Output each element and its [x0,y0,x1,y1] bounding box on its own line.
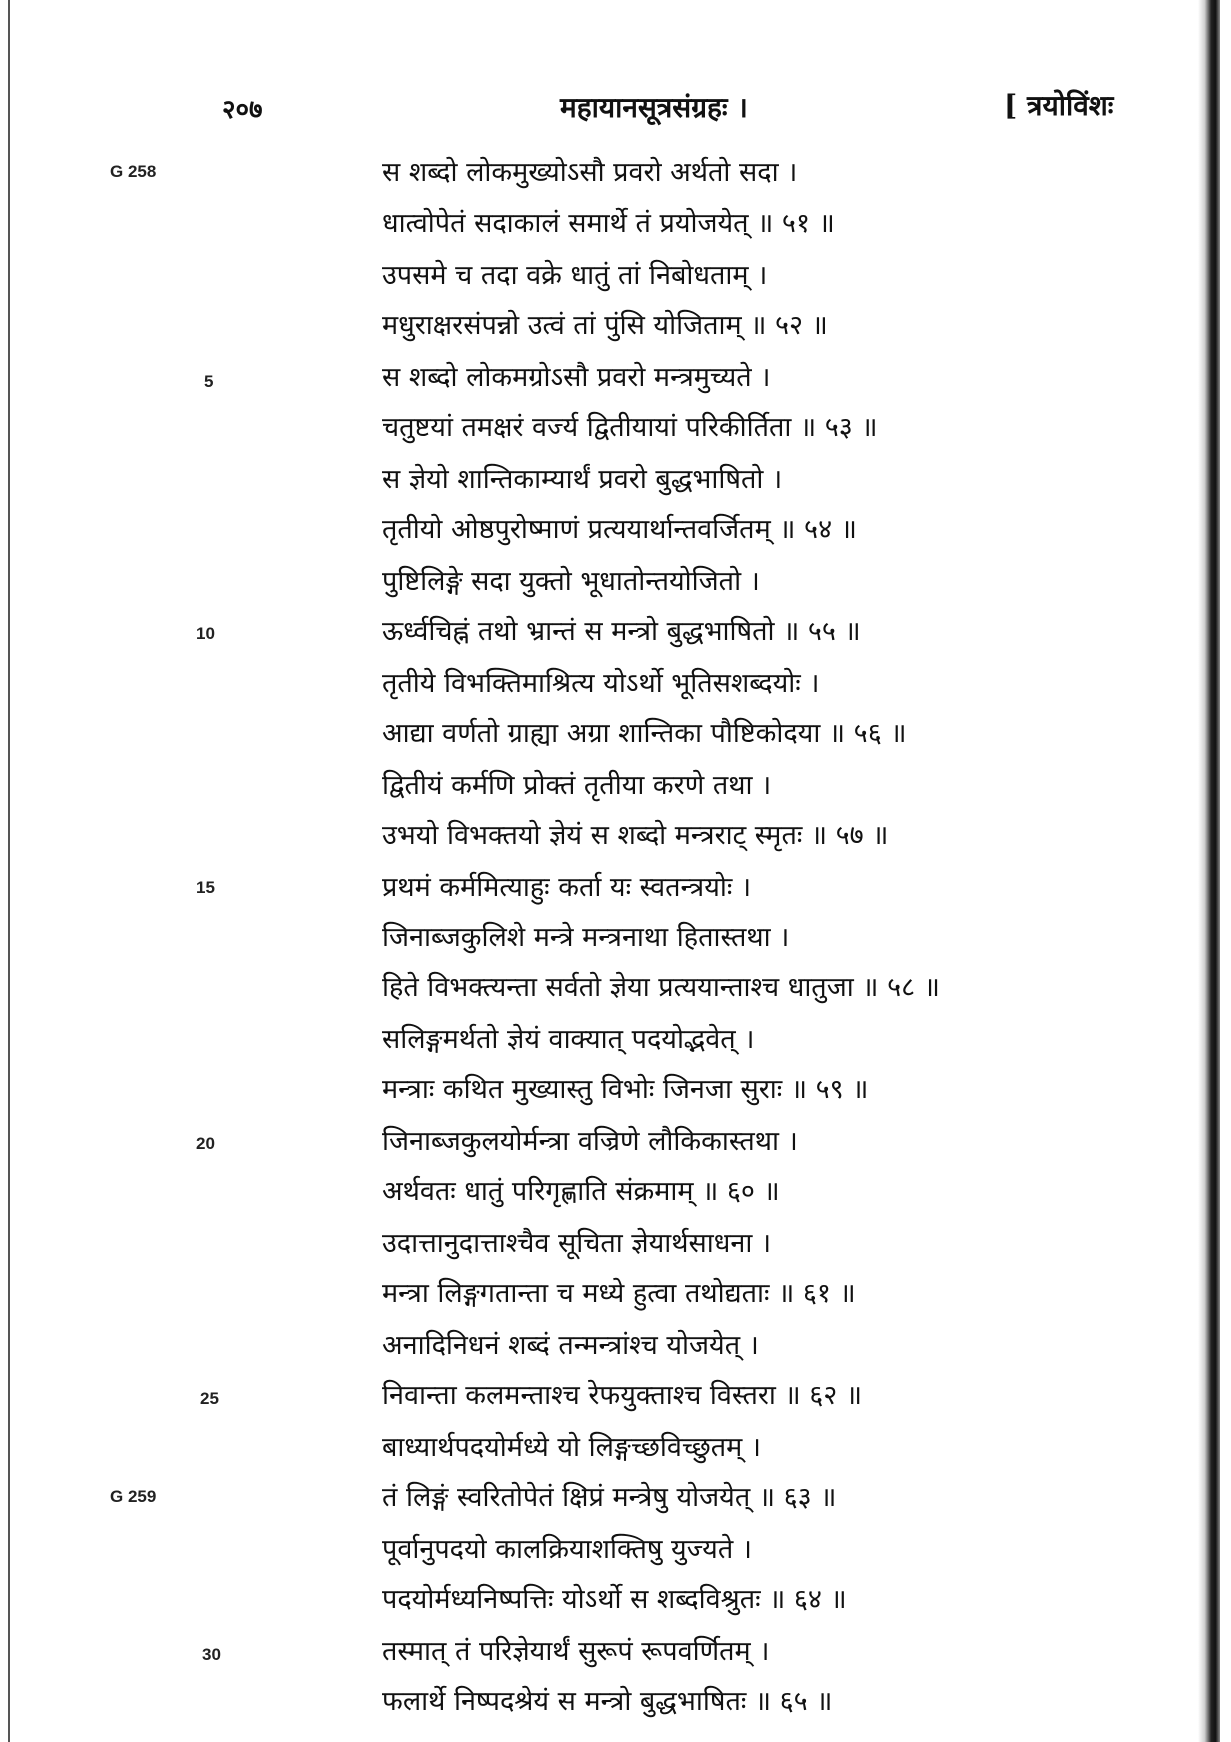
verse-line: तस्मात् तं परिज्ञेयार्थं सुरूपं रूपवर्णितम् । [382,1636,770,1667]
verse-line: तृतीये विभक्तिमाश्रित्य योऽर्थो भूतिसशब्दयोः । [382,668,820,699]
verse-line: सलिङ्गमर्थतो ज्ञेयं वाक्यात् पदयोद्भवेत् । [382,1024,755,1055]
verse-line: तृतीयो ओष्ठपुरोष्माणं प्रत्ययार्थान्तवर्जितम् ॥ ५४ ॥ [382,514,857,545]
verse-line: ऊर्ध्वचिह्नं तथो भ्रान्तं स मन्त्रो बुद्धभाषितो ॥ ५५ ॥ [382,616,861,647]
verse-line: उदात्तानुदात्ताश्चैव सूचिता ज्ञेयार्थसाधना । [382,1228,772,1259]
margin-line-number: 5 [204,372,214,391]
page-header [0,84,1190,128]
page-number: २०७ [222,95,263,125]
margin-line-number: 30 [202,1645,221,1664]
margin-line-number: 25 [200,1389,219,1408]
margin-line-number: 15 [196,878,215,897]
verse-line: आद्या वर्णतो ग्राह्या अग्रा शान्तिका पौष्टिकोदया ॥ ५६ ॥ [382,718,907,749]
verse-line: अर्थवतः धातुं परिगृह्णाति संक्रमाम् ॥ ६० ॥ [382,1176,780,1207]
book-binding-shadow [1198,0,1220,1742]
verse-line: पूर्वानुपदयो कालक्रियाशक्तिषु युज्यते । [382,1534,753,1565]
verse-line: जिनाब्जकुलयोर्मन्त्रा वज्रिणे लौकिकास्तथा । [382,1126,798,1157]
verse-line: स शब्दो लोकमग्रोऽसौ प्रवरो मन्त्रमुच्यते । [382,362,771,393]
verse-line: चतुष्टयां तमक्षरं वर्ज्य द्वितीयायां परिकीर्तिता ॥ ५३ ॥ [382,412,878,443]
verse-line: उपसमे च तदा वक्रे धातुं तां निबोधताम् । [382,260,768,291]
verse-line: बाध्यार्थपदयोर्मध्ये यो लिङ्गच्छविच्छुतम् । [382,1432,762,1463]
verse-line: हिते विभक्त्यन्ता सर्वतो ज्ञेया प्रत्ययान्ताश्च धातुजा ॥ ५८ ॥ [382,972,940,1003]
margin-ref-g258: G 258 [110,162,157,181]
verse-line: स शब्दो लोकमुख्योऽसौ प्रवरो अर्थतो सदा । [382,157,798,188]
verse-line: धात्वोपेतं सदाकालं समार्थे तं प्रयोजयेत् ॥ ५१ ॥ [382,208,835,239]
running-title: महायानसूत्रसंग्रहः । [560,91,748,124]
verse-line: द्वितीयं कर्मणि प्रोक्तं तृतीया करणे तथा । [382,770,772,801]
verse-line: पुष्टिलिङ्गे सदा युक्तो भूधातोन्तयोजितो । [382,566,760,597]
verse-line: उभयो विभक्तयो ज्ञेयं स शब्दो मन्त्रराट् स्मृतः ॥ ५७ ॥ [382,820,889,851]
verse-line: जिनाब्जकुलिशे मन्त्रे मन्त्रनाथा हितास्तथा । [382,922,790,953]
section-heading: [ त्रयोविंशः [1004,89,1114,122]
margin-line-number: 10 [196,624,215,643]
verse-line: प्रथमं कर्ममित्याहुः कर्ता यः स्वतन्त्रयोः । [382,872,752,903]
verse-line: निवान्ता कलमन्ताश्च रेफयुक्ताश्च विस्तरा ॥ ६२ ॥ [382,1380,863,1411]
verse-line: स ज्ञेयो शान्तिकाम्यार्थं प्रवरो बुद्धभाषितो । [382,464,783,495]
verse-line: फलार्थे निष्पदश्रेयं स मन्त्रो बुद्धभाषितः ॥ ६५ ॥ [382,1686,833,1717]
verse-line: तं लिङ्गं स्वरितोपेतं क्षिप्रं मन्त्रेषु योजयेत् ॥ ६३ ॥ [382,1482,837,1513]
margin-ref-g259: G 259 [110,1487,157,1506]
verse-line: अनादिनिधनं शब्दं तन्मन्त्रांश्च योजयेत् । [382,1330,759,1361]
verse-line: मन्त्राः कथित मुख्यास्तु विभोः जिनजा सुराः ॥ ५९ ॥ [382,1074,869,1105]
page-left-border [8,0,10,1742]
verse-line: मधुराक्षरसंपन्नो उत्वं तां पुंसि योजिताम् ॥ ५२ ॥ [382,310,828,341]
verse-line: मन्त्रा लिङ्गगतान्ता च मध्ये हुत्वा तथोद्यताः ॥ ६१ ॥ [382,1278,856,1309]
margin-line-number: 20 [196,1134,215,1153]
verse-line: पदयोर्मध्यनिष्पत्तिः योऽर्थो स शब्दविश्रुतः ॥ ६४ ॥ [382,1584,847,1615]
